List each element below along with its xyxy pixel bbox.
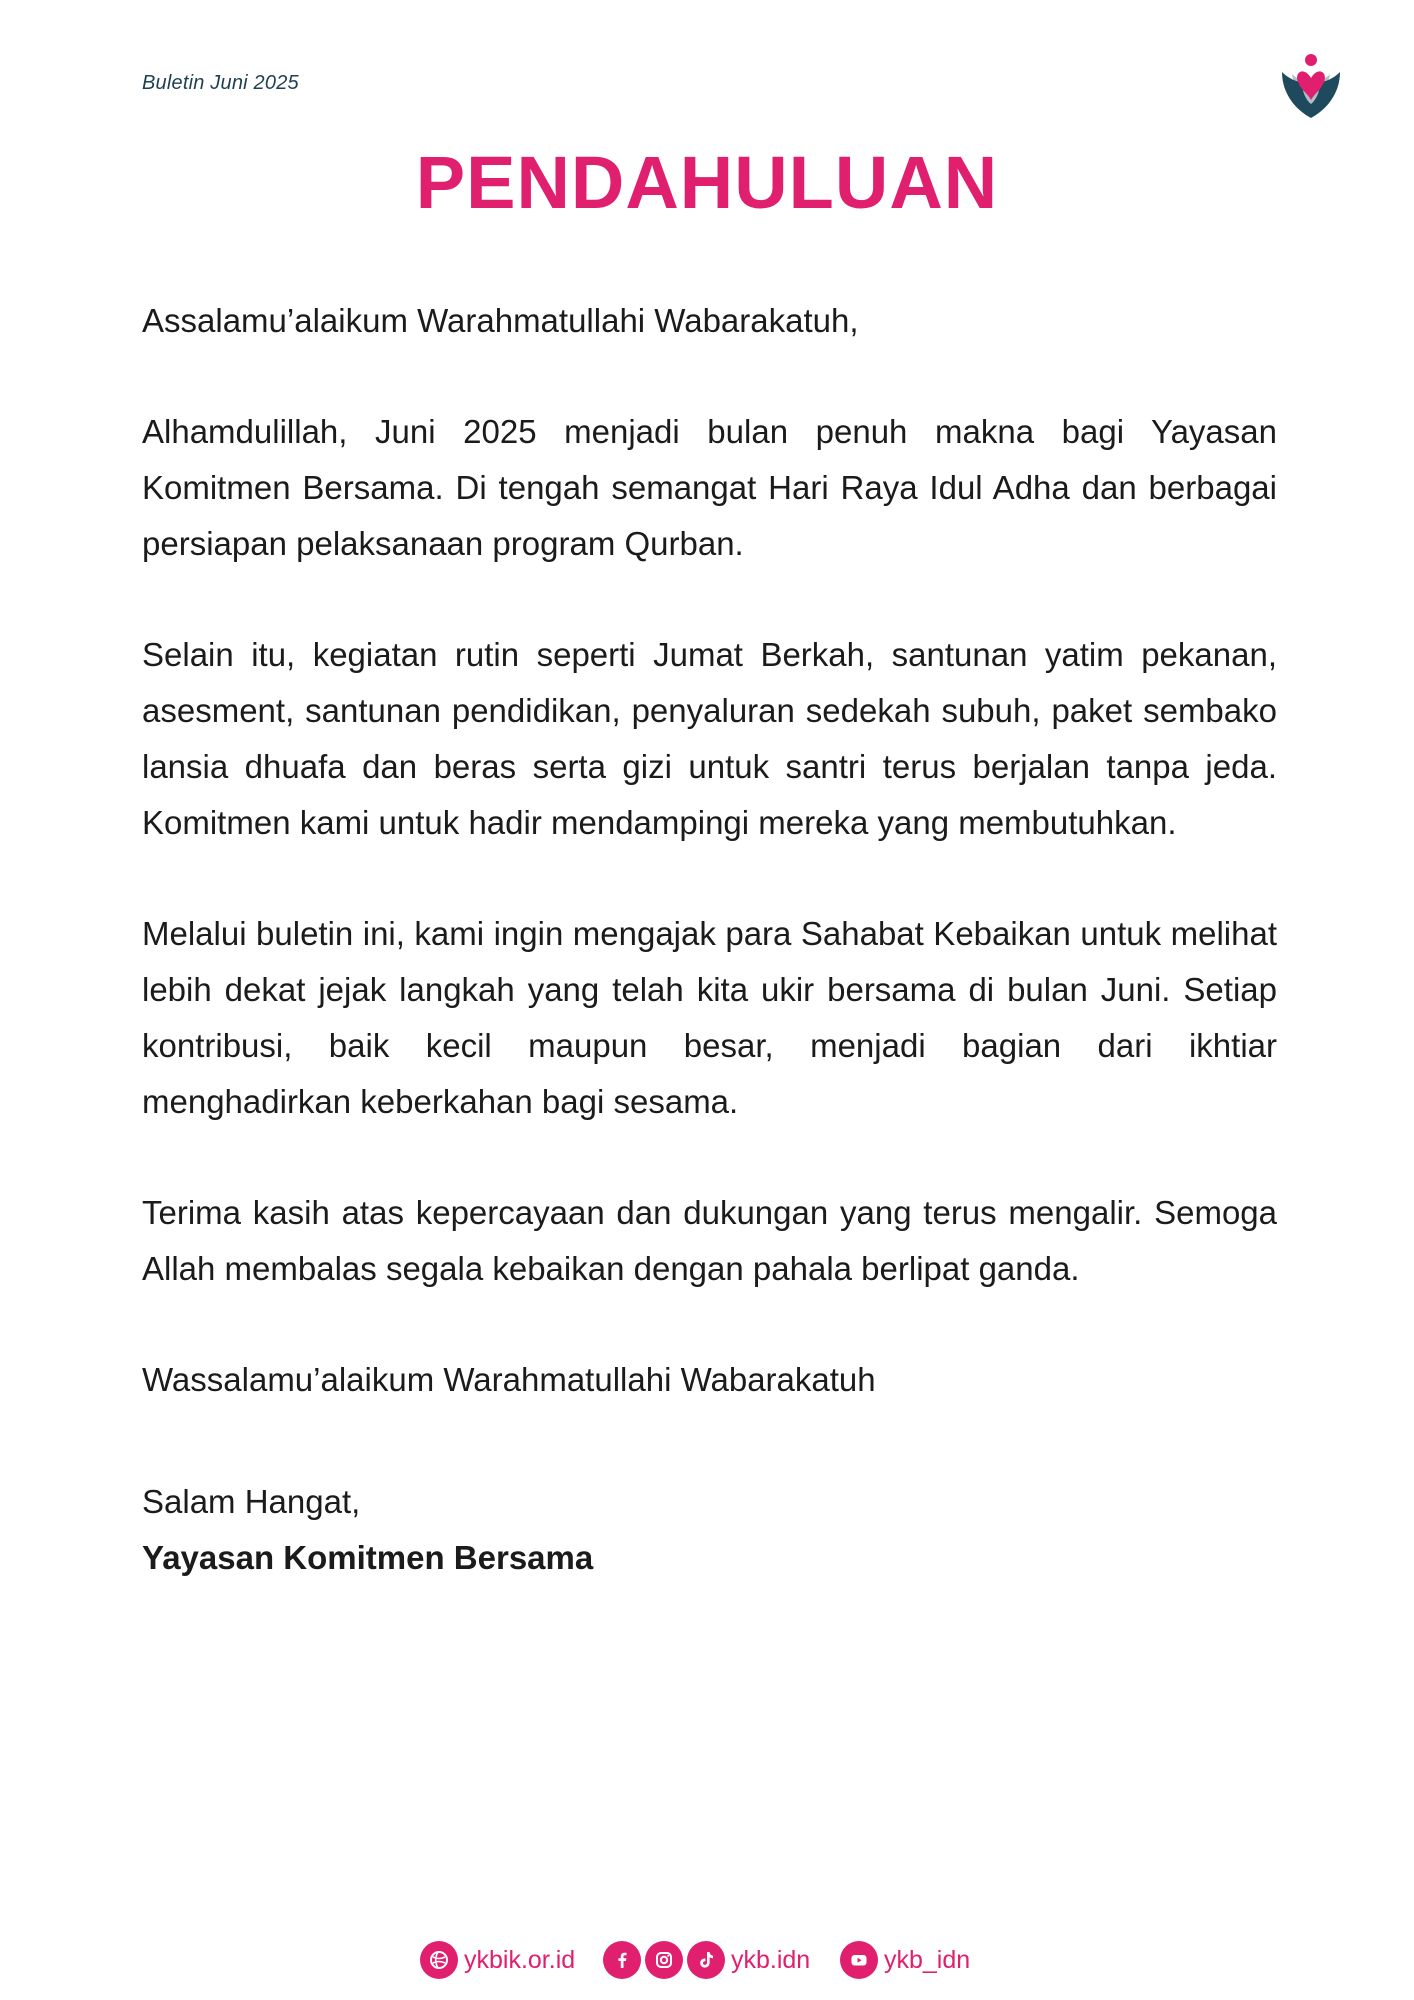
organization-name: Yayasan Komitmen Bersama [142, 1539, 594, 1576]
social-handle-text: ykb.idn [731, 1945, 811, 1974]
paragraph: Alhamdulillah, Juni 2025 menjadi bulan penuh makna bagi Yayasan Komitmen Bersama. Di tengah semangat Hari Raya Idul Adha dan berbagai persiapan pelaksanaan program Qurban. [142, 413, 1277, 562]
closing-greeting: Wassalamu’alaikum Warahmatullahi Wabarakatuh [142, 1361, 876, 1398]
greeting: Assalamu’alaikum Warahmatullahi Wabarakatuh, [142, 302, 859, 339]
youtube-link[interactable] [840, 1941, 970, 1979]
tiktok-icon[interactable] [687, 1941, 725, 1979]
instagram-icon[interactable] [645, 1941, 683, 1979]
facebook-icon[interactable] [603, 1941, 641, 1979]
paragraph: Melalui buletin ini, kami ingin mengajak para Sahabat Kebaikan untuk melihat lebih dekat jejak langkah yang telah kita ukir bersama di bulan Juni. Setiap kontribusi, baik kecil maupun besar, menjadi bagian dari ikhtiar menghadirkan keberkahan bagi sesama. [142, 915, 1277, 1120]
ykb-logo-icon [1274, 48, 1348, 122]
social-links [603, 1941, 810, 1979]
website-text: ykbik.or.id [464, 1945, 576, 1974]
paragraph: Terima kasih atas kepercayaan dan dukungan yang terus mengalir. Semoga Allah membalas segala kebaikan dengan pahala berlipat ganda. [142, 1194, 1277, 1287]
page-title: PENDAHULUAN [415, 141, 999, 224]
footer [0, 1935, 1414, 1991]
youtube-icon [840, 1941, 878, 1979]
paragraph: Selain itu, kegiatan rutin seperti Jumat Berkah, santunan yatim pekanan, asesment, santunan pendidikan, penyaluran sedekah subuh, paket sembako lansia dhuafa dan beras serta gizi untuk santri terus berjalan tanpa jeda. Komitmen kami untuk hadir mendampingi mereka yang membutuhkan. [142, 636, 1277, 841]
letter-body [142, 293, 1277, 1586]
signoff [142, 1474, 1277, 1586]
globe-icon [420, 1941, 458, 1979]
bulletin-label: Buletin Juni 2025 [142, 72, 299, 94]
website-link[interactable] [420, 1941, 575, 1979]
youtube-handle-text: ykb_idn [884, 1945, 971, 1974]
signoff-text: Salam Hangat, [142, 1483, 361, 1520]
